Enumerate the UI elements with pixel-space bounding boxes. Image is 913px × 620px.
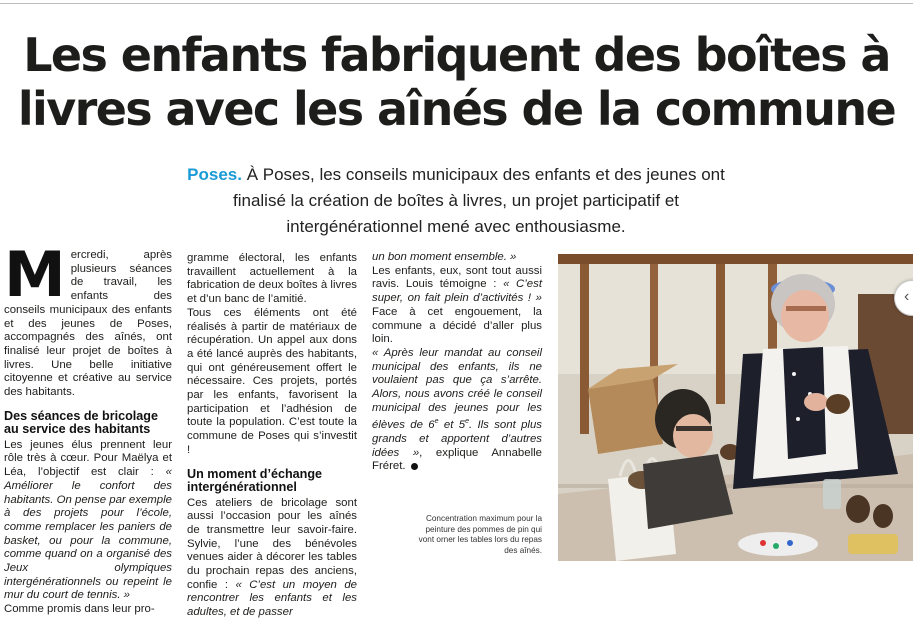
col2-p3-text: Ces ateliers de bricolage sont aussi l’occasion pour les aînés de transmettre leur savoir-faire. Sylvie, l’une des bénévoles venues aider à décorer les tables du prochain repas des anciens, confie : [187,496,357,591]
col3-p3-quote-a: « Après leur mandat au conseil municipal des enfants, ils ne voulaient pas que ça s’arrête. Alors, nous avons créé le conseil municipal des jeunes pour les élèves de 6 [372,346,542,432]
article-photo [558,254,913,561]
col3-p1-quote: un bon moment ensemble. » [372,251,517,263]
col3-p3-quote-c: . Ils sont plus grands et apportent d’autres idées » [372,419,542,459]
col2-paragraph-3 [187,497,357,620]
col3-p3-sup-2: e [465,418,469,426]
top-rule [0,3,913,4]
col1-p2-text: Les jeunes élus prennent leur rôle très à cœur. Pour Maëlya et Léa, l’objectif est clair : [4,438,172,479]
col3-paragraph-3 [372,347,542,474]
end-of-article-dot [411,463,418,470]
col3-p2-rest: Face à cet engouement, la commune a décidé d’aller plus loin. [372,305,542,346]
col2-paragraph-1: gramme électoral, les enfants travaillent actuellement à la fabrication de deux boîtes à livres et d’un banc de l’amitié. [187,252,357,306]
col2-p3-quote: « C’est un moyen de rencontrer les enfants et les adultes, et de passer [187,578,357,619]
article-column-1 [4,238,172,617]
subheading-echange: Un moment d’échange intergénérationnel [187,466,323,495]
dropcap: M [4,238,66,311]
intro-paragraph [4,238,172,400]
article-column-3 [372,251,542,474]
col1-p2-quote: « Améliorer le confort des habitants. On pense par exemple à des projets pour l’école, comme remplacer les paniers de basket, ou pour la commune, comme quand on a organisé des Jeux olympiques intergénérationnels ou repeint le mur du court de tennis. » [4,466,172,602]
col3-p3-quote-b: et 5 [438,419,466,432]
col3-p3-rest: , explique Annabelle Fréret. [372,446,543,473]
col1-paragraph-2 [4,439,172,603]
headline [0,28,913,136]
article-column-2 [187,252,357,620]
lead-text: À Poses, les conseils municipaux des enfants et des jeunes ont finalisé la création de boîtes à livres, un projet participatif et intergénérationnel mené avec enthousiasme. [232,165,725,236]
col1-paragraph-3: Comme promis dans leur pro- [4,603,155,616]
headline-line-2: livres avec les aînés de la commune [17,82,896,136]
col3-paragraph-2 [372,265,542,347]
photo-caption: Concentration maximum pour la peinture des pommes de pin qui vont orner les tables lors du repas des aînés. [418,514,542,555]
subheading-bricolage: Des séances de bricolage au service des habitants [4,408,159,437]
col3-p3-sup-1: e [434,418,439,426]
col3-p2-text: Les enfants, eux, sont tout aussi ravis. Louis témoigne : [372,264,542,291]
col2-paragraph-2: Tous ces éléments ont été réalisés à partir de matériaux de récupération. Un appel aux dons a été lancé auprès des habitants, qui ont généreusement offert le nécessaire. Ces projets, portés par les enfants, favorisent la participation et l’adhésion de toute la population. C’est toute la commune de Poses qui s’investit ! [187,306,357,456]
lead-place: Poses. [187,165,242,184]
headline-line-1: Les enfants fabriquent des boîtes à [23,28,890,82]
col3-paragraph-1 [372,251,542,265]
lead-paragraph [170,162,742,240]
intro-text: ercredi, après plusieurs séances de travail, les enfants des conseils municipaux des enfants et des jeunes de Poses, accompagnés des aînés, ont finalisé leur projet de boîtes à livres. Une belle initiative citoyenne et créative au service des habitants. [4,249,172,399]
col3-p2-quote: « C’est super, on fait plein d’activités ! » [372,278,542,305]
chevron-left-icon: ‹ [904,288,910,305]
